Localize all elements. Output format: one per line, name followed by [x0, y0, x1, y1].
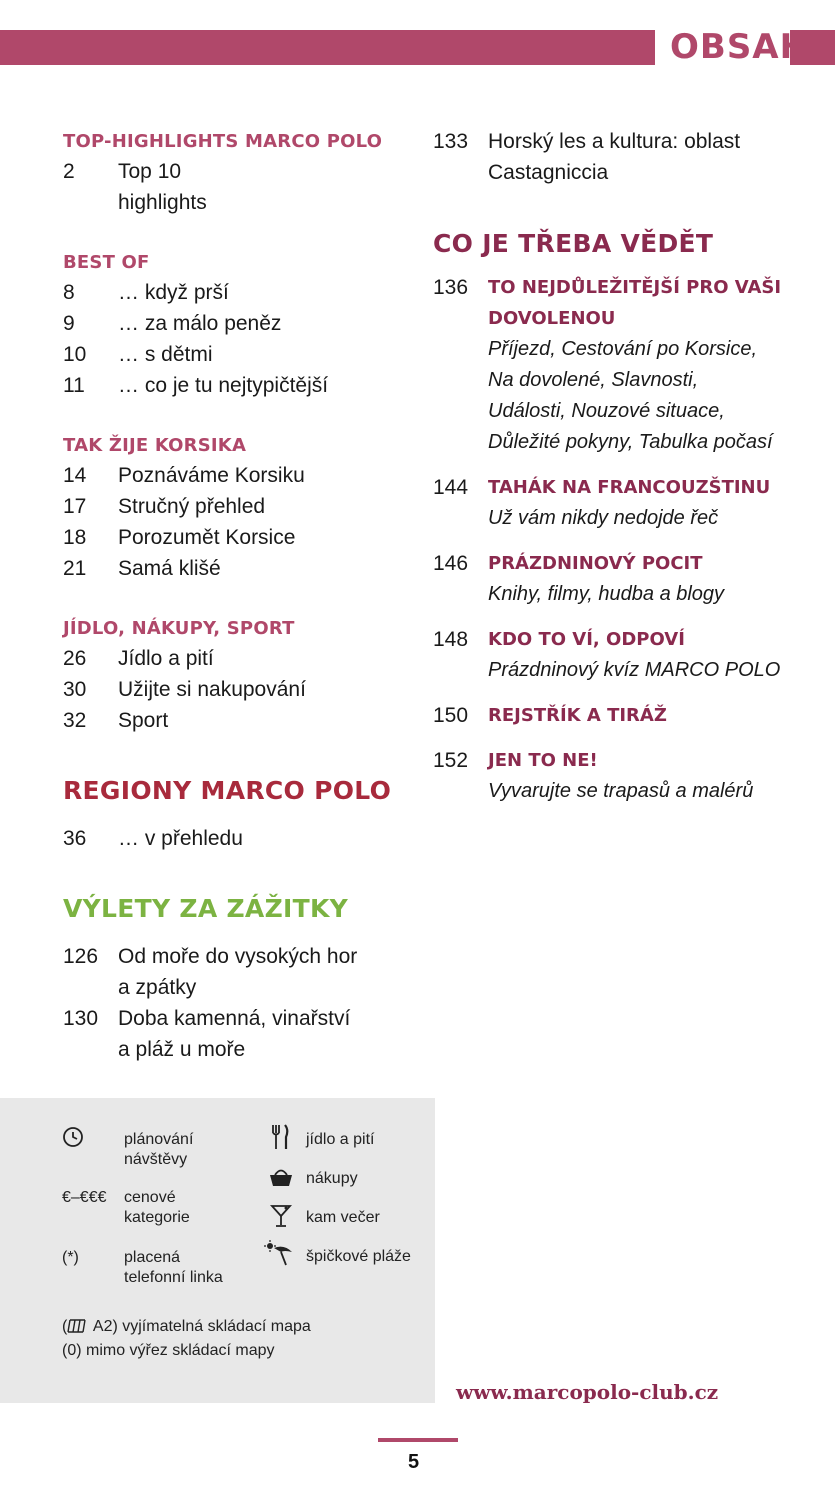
page-number: 152	[433, 749, 469, 772]
entry-heading: TAHÁK NA FRANCOUZŠTINU	[488, 477, 771, 498]
page-number: 148	[433, 628, 469, 651]
toc-entry[interactable]	[63, 941, 423, 1003]
page-number: 130	[63, 1007, 99, 1030]
page-number: 17	[63, 495, 87, 518]
entry-subtitle: Na dovolené, Slavnosti,	[488, 369, 699, 391]
entry-heading: REJSTŘÍK A TIRÁŽ	[488, 705, 667, 726]
entry-subtitle: Prázdninový kvíz MARCO POLO	[488, 659, 781, 681]
entry-title: Užijte si nakupování	[118, 678, 306, 701]
entry-subtitle: Už vám nikdy nedojde řeč	[488, 507, 719, 529]
left-column	[63, 128, 423, 1065]
section-title-jidlo: JÍDLO, NÁKUPY, SPORT	[63, 618, 295, 639]
entry-title: Od moře do vysokých hor	[118, 945, 358, 968]
legend-price: cenové	[124, 1189, 176, 1206]
entry-subtitle: Vyvarujte se trapasů a malérů	[488, 780, 754, 802]
page-number: 136	[433, 276, 469, 299]
page-number: 11	[63, 374, 85, 397]
legend-paid-symbol: (*)	[62, 1249, 79, 1266]
page-number: 14	[63, 464, 87, 487]
entry-heading-cont: DOVOLENOU	[488, 308, 616, 329]
toc-entry[interactable]	[63, 491, 423, 522]
toc-entry[interactable]	[63, 823, 423, 854]
page-number: 9	[63, 312, 75, 335]
page-number: 26	[63, 647, 87, 670]
entry-title: Top 10	[118, 160, 182, 183]
entry-title: Porozumět Korsice	[118, 526, 296, 549]
page-number: 133	[433, 130, 469, 153]
entry-title: Samá klišé	[118, 557, 221, 580]
entry-title: Doba kamenná, vinařství	[118, 1007, 351, 1030]
page-number: 10	[63, 343, 87, 366]
legend-outside-map: (0) mimo výřez skládací mapy	[62, 1342, 275, 1359]
legend-paid-cont: telefonní linka	[124, 1269, 223, 1286]
entry-subtitle: Důležité pokyny, Tabulka počasí	[488, 431, 773, 453]
entry-subtitle: Události, Nouzové situace,	[488, 400, 725, 422]
header-band-left	[0, 30, 655, 65]
fork-knife-icon	[270, 1124, 290, 1154]
entry-title-cont: a zpátky	[118, 976, 197, 999]
toc-entry[interactable]	[63, 674, 423, 705]
entry-subtitle: Knihy, filmy, hudba a blogy	[488, 583, 725, 605]
page-number: 126	[63, 945, 99, 968]
section-title-tak-zije: TAK ŽIJE KORSIKA	[63, 435, 247, 456]
page-number: 150	[433, 704, 469, 727]
entry-title: … když prší	[118, 281, 229, 304]
toc-entry[interactable]	[63, 705, 423, 736]
toc-entry[interactable]	[63, 460, 423, 491]
entry-heading: KDO TO VÍ, ODPOVÍ	[488, 629, 685, 650]
entry-heading: TO NEJDŮLEŽITĚJŠÍ PRO VAŠI	[488, 277, 782, 298]
toc-entry[interactable]	[63, 308, 423, 339]
section-title-regiony: REGIONY MARCO POLO	[63, 776, 392, 805]
palm-beach-icon	[264, 1240, 294, 1270]
page-number: 36	[63, 827, 87, 850]
page-number: 144	[433, 476, 469, 499]
entry-heading: PRÁZDNINOVÝ POCIT	[488, 553, 703, 574]
entry-title: … za málo peněz	[118, 312, 282, 335]
toc-entry[interactable]	[63, 370, 423, 401]
entry-title: … s dětmi	[118, 343, 213, 366]
page-number: 8	[63, 281, 75, 304]
page-number: 32	[63, 709, 87, 732]
basket-icon	[268, 1166, 294, 1192]
legend-paid: placená	[124, 1249, 181, 1266]
entry-subtitle: Příjezd, Cestování po Korsice,	[488, 338, 758, 360]
toc-entry[interactable]	[63, 339, 423, 370]
page-title: OBSAH	[670, 27, 810, 67]
entry-title: … v přehledu	[118, 827, 243, 850]
map-icon	[67, 1319, 89, 1339]
toc-entry[interactable]	[63, 553, 423, 584]
toc-entry[interactable]	[63, 522, 423, 553]
toc-entry[interactable]	[63, 643, 423, 674]
page-number-bar	[378, 1438, 458, 1442]
section-title-best-of: BEST OF	[63, 252, 150, 273]
cocktail-glass-icon	[270, 1204, 292, 1232]
legend-price-cont: kategorie	[124, 1209, 190, 1226]
section-title-vylety: VÝLETY ZA ZÁŽITKY	[63, 894, 349, 923]
entry-title: Poznáváme Korsiku	[118, 464, 305, 487]
entry-title-cont: highlights	[118, 191, 207, 214]
page-number: 18	[63, 526, 87, 549]
website-link[interactable]: www.marcopolo-club.cz	[456, 1380, 719, 1404]
toc-entry[interactable]	[433, 745, 818, 807]
legend-planning: plánování	[124, 1131, 194, 1148]
toc-entry[interactable]	[433, 472, 818, 534]
entry-title-cont: Castagniccia	[488, 161, 609, 184]
section-title-co-je: CO JE TŘEBA VĚDĚT	[433, 229, 714, 258]
legend-price-symbol: €–€€€	[62, 1189, 107, 1206]
toc-entry[interactable]	[433, 548, 818, 610]
toc-entry[interactable]	[433, 126, 818, 188]
legend-nightlife: kam večer	[306, 1209, 380, 1226]
toc-entry[interactable]	[433, 272, 818, 458]
entry-title-cont: a pláž u moře	[118, 1038, 246, 1061]
toc-entry[interactable]	[63, 1003, 423, 1065]
legend-map-ref: ( A2) vyjímatelná skládací mapa	[62, 1317, 311, 1339]
page-number: 2	[63, 160, 75, 183]
toc-entry[interactable]	[63, 277, 423, 308]
page-number: 21	[63, 557, 87, 580]
right-column	[433, 126, 818, 807]
legend-shopping: nákupy	[306, 1170, 358, 1187]
toc-entry[interactable]	[63, 156, 423, 218]
section-title-top-highlights: TOP-HIGHLIGHTS MARCO POLO	[63, 131, 383, 152]
entry-title: … co je tu nejtypičtější	[118, 374, 329, 397]
entry-title: Sport	[118, 709, 169, 732]
entry-title: Horský les a kultura: oblast	[488, 130, 741, 153]
legend-food: jídlo a pití	[306, 1131, 375, 1148]
page-number: 30	[63, 678, 87, 701]
clock-icon	[62, 1126, 84, 1152]
page-number: 146	[433, 552, 469, 575]
legend-beaches: špičkové pláže	[306, 1248, 411, 1265]
legend-box	[0, 1098, 435, 1403]
legend-planning-cont: návštěvy	[124, 1151, 188, 1168]
toc-entry[interactable]	[433, 624, 818, 686]
entry-heading: JEN TO NE!	[488, 750, 598, 771]
toc-entry[interactable]	[433, 700, 818, 731]
entry-title: Jídlo a pití	[118, 647, 214, 670]
entry-title: Stručný přehled	[118, 495, 266, 518]
page-number-footer: 5	[408, 1451, 420, 1473]
